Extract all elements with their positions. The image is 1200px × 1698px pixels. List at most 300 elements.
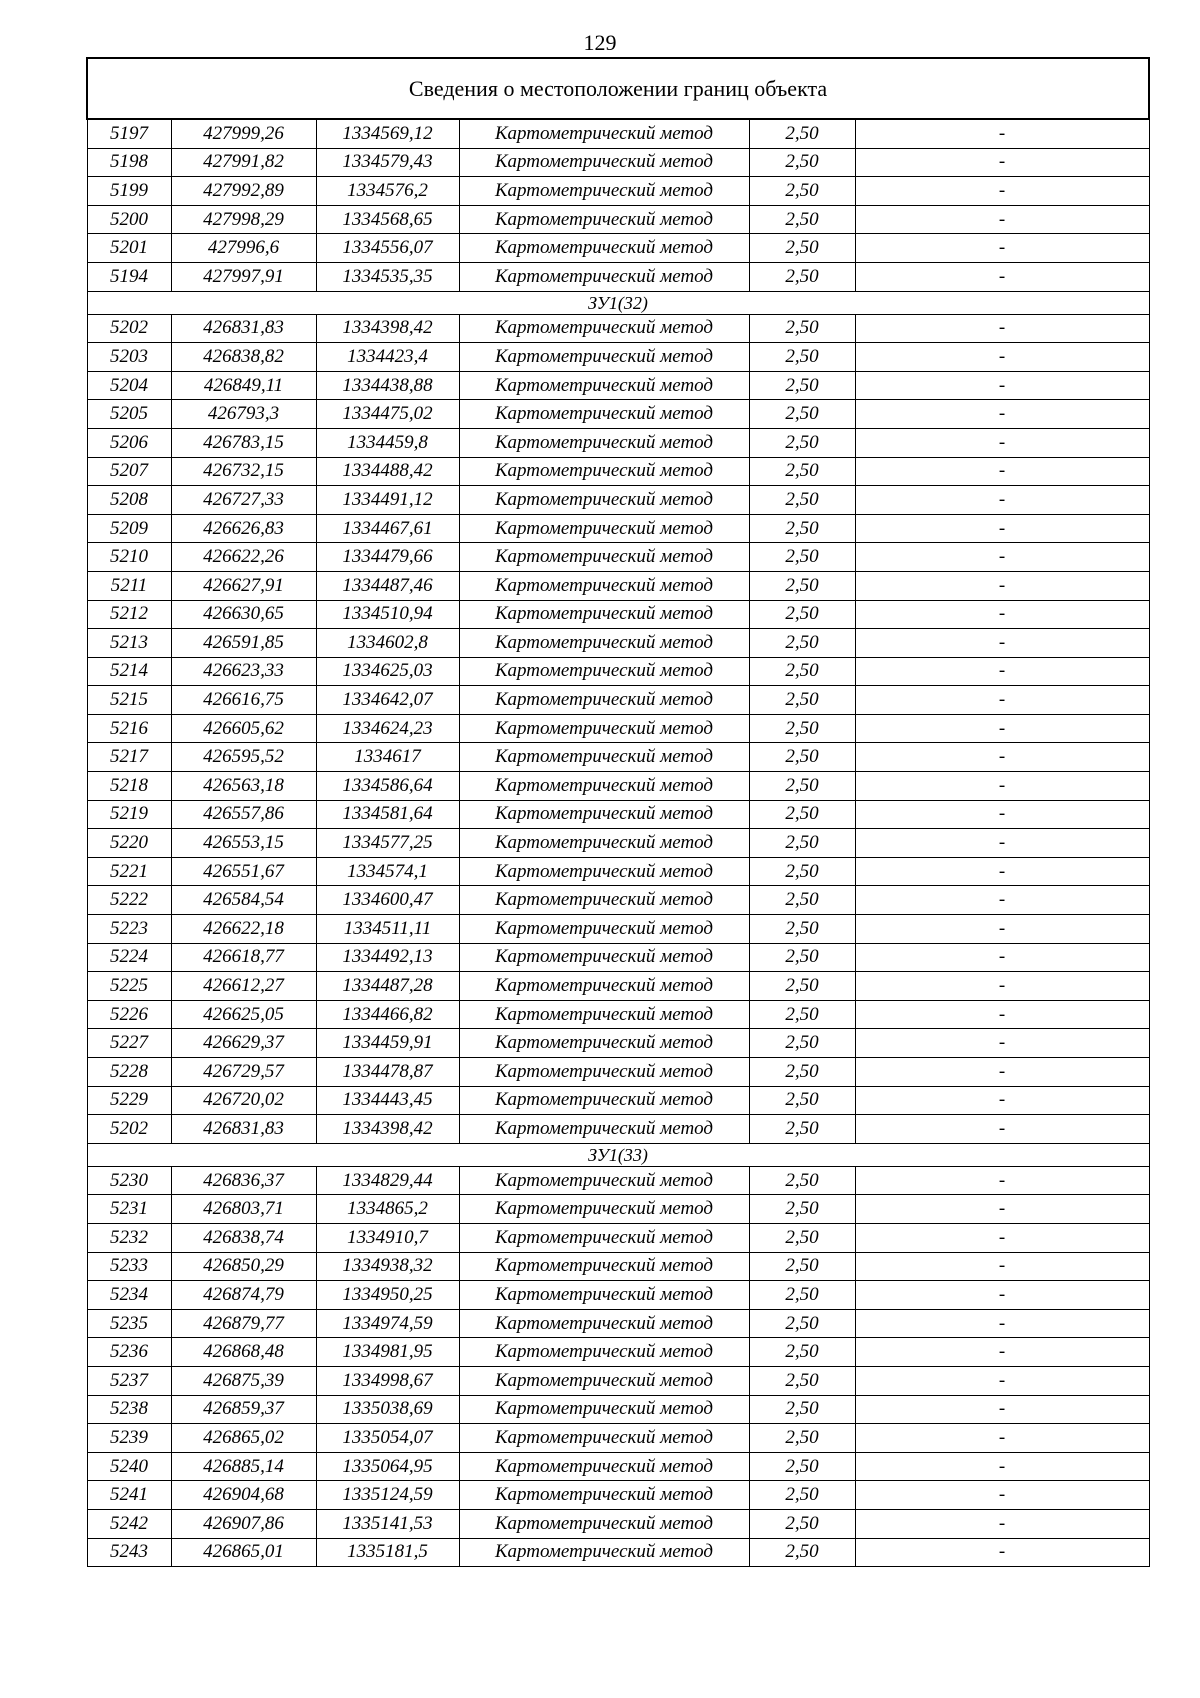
y-coordinate-cell: 1334617 bbox=[316, 743, 459, 772]
point-number-cell: 5206 bbox=[87, 428, 171, 457]
table-row bbox=[87, 1366, 1149, 1395]
point-number-cell: 5237 bbox=[87, 1366, 171, 1395]
x-coordinate-cell: 426831,83 bbox=[171, 314, 316, 343]
point-number-cell: 5207 bbox=[87, 457, 171, 486]
description-cell: - bbox=[855, 543, 1149, 572]
accuracy-cell: 2,50 bbox=[749, 829, 855, 858]
point-number-cell: 5217 bbox=[87, 743, 171, 772]
point-number-cell: 5205 bbox=[87, 400, 171, 429]
method-cell: Картометрический метод bbox=[459, 972, 749, 1001]
table-row bbox=[87, 314, 1149, 343]
y-coordinate-cell: 1335064,95 bbox=[316, 1452, 459, 1481]
accuracy-cell: 2,50 bbox=[749, 1395, 855, 1424]
table-caption: Сведения о местоположении границ объекта bbox=[87, 58, 1149, 119]
x-coordinate-cell: 426783,15 bbox=[171, 428, 316, 457]
method-cell: Картометрический метод bbox=[459, 714, 749, 743]
description-cell: - bbox=[855, 1338, 1149, 1367]
table-row bbox=[87, 1281, 1149, 1310]
table-row bbox=[87, 457, 1149, 486]
method-cell: Картометрический метод bbox=[459, 1338, 749, 1367]
description-cell: - bbox=[855, 343, 1149, 372]
method-cell: Картометрический метод bbox=[459, 772, 749, 801]
point-number-cell: 5197 bbox=[87, 119, 171, 148]
section-header-row bbox=[87, 1143, 1149, 1166]
point-number-cell: 5209 bbox=[87, 514, 171, 543]
y-coordinate-cell: 1334586,64 bbox=[316, 772, 459, 801]
method-cell: Картометрический метод bbox=[459, 1281, 749, 1310]
y-coordinate-cell: 1334981,95 bbox=[316, 1338, 459, 1367]
accuracy-cell: 2,50 bbox=[749, 119, 855, 148]
method-cell: Картометрический метод bbox=[459, 1223, 749, 1252]
y-coordinate-cell: 1334491,12 bbox=[316, 486, 459, 515]
x-coordinate-cell: 426616,75 bbox=[171, 686, 316, 715]
x-coordinate-cell: 426553,15 bbox=[171, 829, 316, 858]
method-cell: Картометрический метод bbox=[459, 915, 749, 944]
table-row bbox=[87, 972, 1149, 1001]
page-number: 129 bbox=[583, 30, 617, 55]
x-coordinate-cell: 426859,37 bbox=[171, 1395, 316, 1424]
x-coordinate-cell: 426838,82 bbox=[171, 343, 316, 372]
y-coordinate-cell: 1334625,03 bbox=[316, 657, 459, 686]
table-row bbox=[87, 686, 1149, 715]
y-coordinate-cell: 1334398,42 bbox=[316, 314, 459, 343]
accuracy-cell: 2,50 bbox=[749, 1029, 855, 1058]
accuracy-cell: 2,50 bbox=[749, 972, 855, 1001]
accuracy-cell: 2,50 bbox=[749, 1195, 855, 1224]
y-coordinate-cell: 1334479,66 bbox=[316, 543, 459, 572]
x-coordinate-cell: 426793,3 bbox=[171, 400, 316, 429]
description-cell: - bbox=[855, 1366, 1149, 1395]
description-cell: - bbox=[855, 943, 1149, 972]
point-number-cell: 5210 bbox=[87, 543, 171, 572]
x-coordinate-cell: 427991,82 bbox=[171, 148, 316, 177]
description-cell: - bbox=[855, 1029, 1149, 1058]
table-row bbox=[87, 1086, 1149, 1115]
accuracy-cell: 2,50 bbox=[749, 571, 855, 600]
y-coordinate-cell: 1334466,82 bbox=[316, 1000, 459, 1029]
table-row bbox=[87, 486, 1149, 515]
method-cell: Картометрический метод bbox=[459, 486, 749, 515]
description-cell: - bbox=[855, 1195, 1149, 1224]
x-coordinate-cell: 426629,37 bbox=[171, 1029, 316, 1058]
table-row bbox=[87, 943, 1149, 972]
x-coordinate-cell: 427999,26 bbox=[171, 119, 316, 148]
point-number-cell: 5240 bbox=[87, 1452, 171, 1481]
table-row bbox=[87, 514, 1149, 543]
point-number-cell: 5243 bbox=[87, 1538, 171, 1567]
method-cell: Картометрический метод bbox=[459, 1086, 749, 1115]
accuracy-cell: 2,50 bbox=[749, 1058, 855, 1087]
x-coordinate-cell: 426626,83 bbox=[171, 514, 316, 543]
y-coordinate-cell: 1334579,43 bbox=[316, 148, 459, 177]
description-cell: - bbox=[855, 1424, 1149, 1453]
accuracy-cell: 2,50 bbox=[749, 177, 855, 206]
method-cell: Картометрический метод bbox=[459, 1509, 749, 1538]
method-cell: Картометрический метод bbox=[459, 543, 749, 572]
table-row bbox=[87, 343, 1149, 372]
point-number-cell: 5236 bbox=[87, 1338, 171, 1367]
boundary-coordinates-table bbox=[86, 57, 1150, 1567]
accuracy-cell: 2,50 bbox=[749, 234, 855, 263]
method-cell: Картометрический метод bbox=[459, 1166, 749, 1195]
x-coordinate-cell: 426865,01 bbox=[171, 1538, 316, 1567]
accuracy-cell: 2,50 bbox=[749, 886, 855, 915]
description-cell: - bbox=[855, 886, 1149, 915]
point-number-cell: 5228 bbox=[87, 1058, 171, 1087]
table-row bbox=[87, 772, 1149, 801]
y-coordinate-cell: 1334910,7 bbox=[316, 1223, 459, 1252]
table-row bbox=[87, 177, 1149, 206]
method-cell: Картометрический метод bbox=[459, 571, 749, 600]
x-coordinate-cell: 426622,18 bbox=[171, 915, 316, 944]
table-row bbox=[87, 262, 1149, 291]
accuracy-cell: 2,50 bbox=[749, 943, 855, 972]
description-cell: - bbox=[855, 629, 1149, 658]
table-row bbox=[87, 571, 1149, 600]
point-number-cell: 5199 bbox=[87, 177, 171, 206]
y-coordinate-cell: 1334459,91 bbox=[316, 1029, 459, 1058]
accuracy-cell: 2,50 bbox=[749, 743, 855, 772]
method-cell: Картометрический метод bbox=[459, 1115, 749, 1144]
point-number-cell: 5226 bbox=[87, 1000, 171, 1029]
description-cell: - bbox=[855, 234, 1149, 263]
point-number-cell: 5200 bbox=[87, 205, 171, 234]
table-row bbox=[87, 714, 1149, 743]
table-row bbox=[87, 743, 1149, 772]
point-number-cell: 5233 bbox=[87, 1252, 171, 1281]
method-cell: Картометрический метод bbox=[459, 1058, 749, 1087]
point-number-cell: 5216 bbox=[87, 714, 171, 743]
y-coordinate-cell: 1334487,28 bbox=[316, 972, 459, 1001]
point-number-cell: 5235 bbox=[87, 1309, 171, 1338]
table-row bbox=[87, 829, 1149, 858]
method-cell: Картометрический метод bbox=[459, 205, 749, 234]
point-number-cell: 5234 bbox=[87, 1281, 171, 1310]
accuracy-cell: 2,50 bbox=[749, 148, 855, 177]
method-cell: Картометрический метод bbox=[459, 1481, 749, 1510]
y-coordinate-cell: 1334624,23 bbox=[316, 714, 459, 743]
table-row bbox=[87, 1223, 1149, 1252]
point-number-cell: 5211 bbox=[87, 571, 171, 600]
table-row bbox=[87, 915, 1149, 944]
table-body bbox=[87, 58, 1149, 1567]
accuracy-cell: 2,50 bbox=[749, 857, 855, 886]
description-cell: - bbox=[855, 1166, 1149, 1195]
method-cell: Картометрический метод bbox=[459, 800, 749, 829]
accuracy-cell: 2,50 bbox=[749, 800, 855, 829]
point-number-cell: 5213 bbox=[87, 629, 171, 658]
y-coordinate-cell: 1334600,47 bbox=[316, 886, 459, 915]
description-cell: - bbox=[855, 857, 1149, 886]
table-row bbox=[87, 1509, 1149, 1538]
point-number-cell: 5241 bbox=[87, 1481, 171, 1510]
x-coordinate-cell: 426720,02 bbox=[171, 1086, 316, 1115]
y-coordinate-cell: 1334574,1 bbox=[316, 857, 459, 886]
x-coordinate-cell: 427996,6 bbox=[171, 234, 316, 263]
x-coordinate-cell: 426803,71 bbox=[171, 1195, 316, 1224]
description-cell: - bbox=[855, 714, 1149, 743]
x-coordinate-cell: 427992,89 bbox=[171, 177, 316, 206]
description-cell: - bbox=[855, 1281, 1149, 1310]
method-cell: Картометрический метод bbox=[459, 177, 749, 206]
point-number-cell: 5242 bbox=[87, 1509, 171, 1538]
method-cell: Картометрический метод bbox=[459, 600, 749, 629]
method-cell: Картометрический метод bbox=[459, 343, 749, 372]
x-coordinate-cell: 426627,91 bbox=[171, 571, 316, 600]
description-cell: - bbox=[855, 177, 1149, 206]
x-coordinate-cell: 426875,39 bbox=[171, 1366, 316, 1395]
method-cell: Картометрический метод bbox=[459, 148, 749, 177]
x-coordinate-cell: 426865,02 bbox=[171, 1424, 316, 1453]
description-cell: - bbox=[855, 1481, 1149, 1510]
table-row bbox=[87, 1309, 1149, 1338]
point-number-cell: 5224 bbox=[87, 943, 171, 972]
accuracy-cell: 2,50 bbox=[749, 514, 855, 543]
y-coordinate-cell: 1334602,8 bbox=[316, 629, 459, 658]
table-row bbox=[87, 1452, 1149, 1481]
table-row bbox=[87, 1538, 1149, 1567]
table-row bbox=[87, 1481, 1149, 1510]
description-cell: - bbox=[855, 743, 1149, 772]
y-coordinate-cell: 1334511,11 bbox=[316, 915, 459, 944]
table-row bbox=[87, 629, 1149, 658]
point-number-cell: 5221 bbox=[87, 857, 171, 886]
method-cell: Картометрический метод bbox=[459, 1309, 749, 1338]
method-cell: Картометрический метод bbox=[459, 428, 749, 457]
accuracy-cell: 2,50 bbox=[749, 343, 855, 372]
point-number-cell: 5215 bbox=[87, 686, 171, 715]
x-coordinate-cell: 426557,86 bbox=[171, 800, 316, 829]
table-row bbox=[87, 1058, 1149, 1087]
point-number-cell: 5214 bbox=[87, 657, 171, 686]
x-coordinate-cell: 426836,37 bbox=[171, 1166, 316, 1195]
method-cell: Картометрический метод bbox=[459, 657, 749, 686]
accuracy-cell: 2,50 bbox=[749, 1166, 855, 1195]
table-row bbox=[87, 1338, 1149, 1367]
y-coordinate-cell: 1334510,94 bbox=[316, 600, 459, 629]
y-coordinate-cell: 1335054,07 bbox=[316, 1424, 459, 1453]
point-number-cell: 5238 bbox=[87, 1395, 171, 1424]
point-number-cell: 5223 bbox=[87, 915, 171, 944]
point-number-cell: 5202 bbox=[87, 1115, 171, 1144]
point-number-cell: 5208 bbox=[87, 486, 171, 515]
accuracy-cell: 2,50 bbox=[749, 1452, 855, 1481]
table-row bbox=[87, 1252, 1149, 1281]
method-cell: Картометрический метод bbox=[459, 314, 749, 343]
accuracy-cell: 2,50 bbox=[749, 1481, 855, 1510]
point-number-cell: 5225 bbox=[87, 972, 171, 1001]
description-cell: - bbox=[855, 686, 1149, 715]
x-coordinate-cell: 426612,27 bbox=[171, 972, 316, 1001]
description-cell: - bbox=[855, 1395, 1149, 1424]
method-cell: Картометрический метод bbox=[459, 943, 749, 972]
y-coordinate-cell: 1334438,88 bbox=[316, 371, 459, 400]
table-row bbox=[87, 657, 1149, 686]
description-cell: - bbox=[855, 1452, 1149, 1481]
point-number-cell: 5201 bbox=[87, 234, 171, 263]
x-coordinate-cell: 426907,86 bbox=[171, 1509, 316, 1538]
y-coordinate-cell: 1334478,87 bbox=[316, 1058, 459, 1087]
description-cell: - bbox=[855, 514, 1149, 543]
table-row bbox=[87, 1195, 1149, 1224]
y-coordinate-cell: 1334865,2 bbox=[316, 1195, 459, 1224]
description-cell: - bbox=[855, 314, 1149, 343]
method-cell: Картометрический метод bbox=[459, 1452, 749, 1481]
accuracy-cell: 2,50 bbox=[749, 428, 855, 457]
description-cell: - bbox=[855, 1538, 1149, 1567]
accuracy-cell: 2,50 bbox=[749, 1000, 855, 1029]
description-cell: - bbox=[855, 972, 1149, 1001]
accuracy-cell: 2,50 bbox=[749, 314, 855, 343]
accuracy-cell: 2,50 bbox=[749, 371, 855, 400]
method-cell: Картометрический метод bbox=[459, 857, 749, 886]
table-row bbox=[87, 148, 1149, 177]
description-cell: - bbox=[855, 772, 1149, 801]
table-row bbox=[87, 600, 1149, 629]
table-row bbox=[87, 400, 1149, 429]
description-cell: - bbox=[855, 371, 1149, 400]
description-cell: - bbox=[855, 1115, 1149, 1144]
accuracy-cell: 2,50 bbox=[749, 457, 855, 486]
x-coordinate-cell: 426625,05 bbox=[171, 1000, 316, 1029]
description-cell: - bbox=[855, 571, 1149, 600]
y-coordinate-cell: 1334642,07 bbox=[316, 686, 459, 715]
x-coordinate-cell: 426727,33 bbox=[171, 486, 316, 515]
x-coordinate-cell: 426879,77 bbox=[171, 1309, 316, 1338]
accuracy-cell: 2,50 bbox=[749, 772, 855, 801]
section-header-row bbox=[87, 291, 1149, 314]
table-row bbox=[87, 886, 1149, 915]
method-cell: Картометрический метод bbox=[459, 1000, 749, 1029]
description-cell: - bbox=[855, 148, 1149, 177]
point-number-cell: 5203 bbox=[87, 343, 171, 372]
x-coordinate-cell: 426729,57 bbox=[171, 1058, 316, 1087]
x-coordinate-cell: 426584,54 bbox=[171, 886, 316, 915]
y-coordinate-cell: 1334488,42 bbox=[316, 457, 459, 486]
method-cell: Картометрический метод bbox=[459, 514, 749, 543]
description-cell: - bbox=[855, 800, 1149, 829]
accuracy-cell: 2,50 bbox=[749, 1424, 855, 1453]
section-label: ЗУ1(33) bbox=[87, 1143, 1149, 1166]
description-cell: - bbox=[855, 829, 1149, 858]
y-coordinate-cell: 1334950,25 bbox=[316, 1281, 459, 1310]
description-cell: - bbox=[855, 600, 1149, 629]
point-number-cell: 5204 bbox=[87, 371, 171, 400]
accuracy-cell: 2,50 bbox=[749, 657, 855, 686]
description-cell: - bbox=[855, 1223, 1149, 1252]
table-row bbox=[87, 119, 1149, 148]
method-cell: Картометрический метод bbox=[459, 686, 749, 715]
x-coordinate-cell: 426595,52 bbox=[171, 743, 316, 772]
method-cell: Картометрический метод bbox=[459, 743, 749, 772]
y-coordinate-cell: 1334577,25 bbox=[316, 829, 459, 858]
accuracy-cell: 2,50 bbox=[749, 1338, 855, 1367]
x-coordinate-cell: 426551,67 bbox=[171, 857, 316, 886]
point-number-cell: 5218 bbox=[87, 772, 171, 801]
accuracy-cell: 2,50 bbox=[749, 1281, 855, 1310]
method-cell: Картометрический метод bbox=[459, 457, 749, 486]
table-caption-row bbox=[87, 58, 1149, 119]
method-cell: Картометрический метод bbox=[459, 1366, 749, 1395]
accuracy-cell: 2,50 bbox=[749, 205, 855, 234]
description-cell: - bbox=[855, 1509, 1149, 1538]
y-coordinate-cell: 1334938,32 bbox=[316, 1252, 459, 1281]
y-coordinate-cell: 1335141,53 bbox=[316, 1509, 459, 1538]
point-number-cell: 5220 bbox=[87, 829, 171, 858]
table-row bbox=[87, 857, 1149, 886]
table-row bbox=[87, 800, 1149, 829]
description-cell: - bbox=[855, 262, 1149, 291]
accuracy-cell: 2,50 bbox=[749, 1115, 855, 1144]
method-cell: Картометрический метод bbox=[459, 886, 749, 915]
x-coordinate-cell: 426563,18 bbox=[171, 772, 316, 801]
x-coordinate-cell: 426849,11 bbox=[171, 371, 316, 400]
y-coordinate-cell: 1334487,46 bbox=[316, 571, 459, 600]
table-row bbox=[87, 205, 1149, 234]
x-coordinate-cell: 426618,77 bbox=[171, 943, 316, 972]
x-coordinate-cell: 426591,85 bbox=[171, 629, 316, 658]
accuracy-cell: 2,50 bbox=[749, 686, 855, 715]
accuracy-cell: 2,50 bbox=[749, 915, 855, 944]
y-coordinate-cell: 1334974,59 bbox=[316, 1309, 459, 1338]
table-row bbox=[87, 1395, 1149, 1424]
table-row bbox=[87, 1000, 1149, 1029]
x-coordinate-cell: 426630,65 bbox=[171, 600, 316, 629]
method-cell: Картометрический метод bbox=[459, 1395, 749, 1424]
method-cell: Картометрический метод bbox=[459, 371, 749, 400]
accuracy-cell: 2,50 bbox=[749, 486, 855, 515]
method-cell: Картометрический метод bbox=[459, 629, 749, 658]
description-cell: - bbox=[855, 428, 1149, 457]
method-cell: Картометрический метод bbox=[459, 262, 749, 291]
y-coordinate-cell: 1334998,67 bbox=[316, 1366, 459, 1395]
description-cell: - bbox=[855, 1309, 1149, 1338]
description-cell: - bbox=[855, 205, 1149, 234]
table-row bbox=[87, 371, 1149, 400]
x-coordinate-cell: 427997,91 bbox=[171, 262, 316, 291]
y-coordinate-cell: 1334569,12 bbox=[316, 119, 459, 148]
accuracy-cell: 2,50 bbox=[749, 629, 855, 658]
y-coordinate-cell: 1334568,65 bbox=[316, 205, 459, 234]
x-coordinate-cell: 426885,14 bbox=[171, 1452, 316, 1481]
description-cell: - bbox=[855, 657, 1149, 686]
table-row bbox=[87, 543, 1149, 572]
point-number-cell: 5231 bbox=[87, 1195, 171, 1224]
accuracy-cell: 2,50 bbox=[749, 1252, 855, 1281]
accuracy-cell: 2,50 bbox=[749, 714, 855, 743]
point-number-cell: 5239 bbox=[87, 1424, 171, 1453]
point-number-cell: 5230 bbox=[87, 1166, 171, 1195]
point-number-cell: 5229 bbox=[87, 1086, 171, 1115]
point-number-cell: 5202 bbox=[87, 314, 171, 343]
y-coordinate-cell: 1335124,59 bbox=[316, 1481, 459, 1510]
x-coordinate-cell: 426904,68 bbox=[171, 1481, 316, 1510]
description-cell: - bbox=[855, 915, 1149, 944]
method-cell: Картометрический метод bbox=[459, 1424, 749, 1453]
x-coordinate-cell: 426732,15 bbox=[171, 457, 316, 486]
point-number-cell: 5219 bbox=[87, 800, 171, 829]
table-row bbox=[87, 1424, 1149, 1453]
x-coordinate-cell: 426622,26 bbox=[171, 543, 316, 572]
description-cell: - bbox=[855, 486, 1149, 515]
accuracy-cell: 2,50 bbox=[749, 1309, 855, 1338]
point-number-cell: 5212 bbox=[87, 600, 171, 629]
table-row bbox=[87, 1166, 1149, 1195]
y-coordinate-cell: 1334423,4 bbox=[316, 343, 459, 372]
y-coordinate-cell: 1334467,61 bbox=[316, 514, 459, 543]
x-coordinate-cell: 426605,62 bbox=[171, 714, 316, 743]
accuracy-cell: 2,50 bbox=[749, 400, 855, 429]
